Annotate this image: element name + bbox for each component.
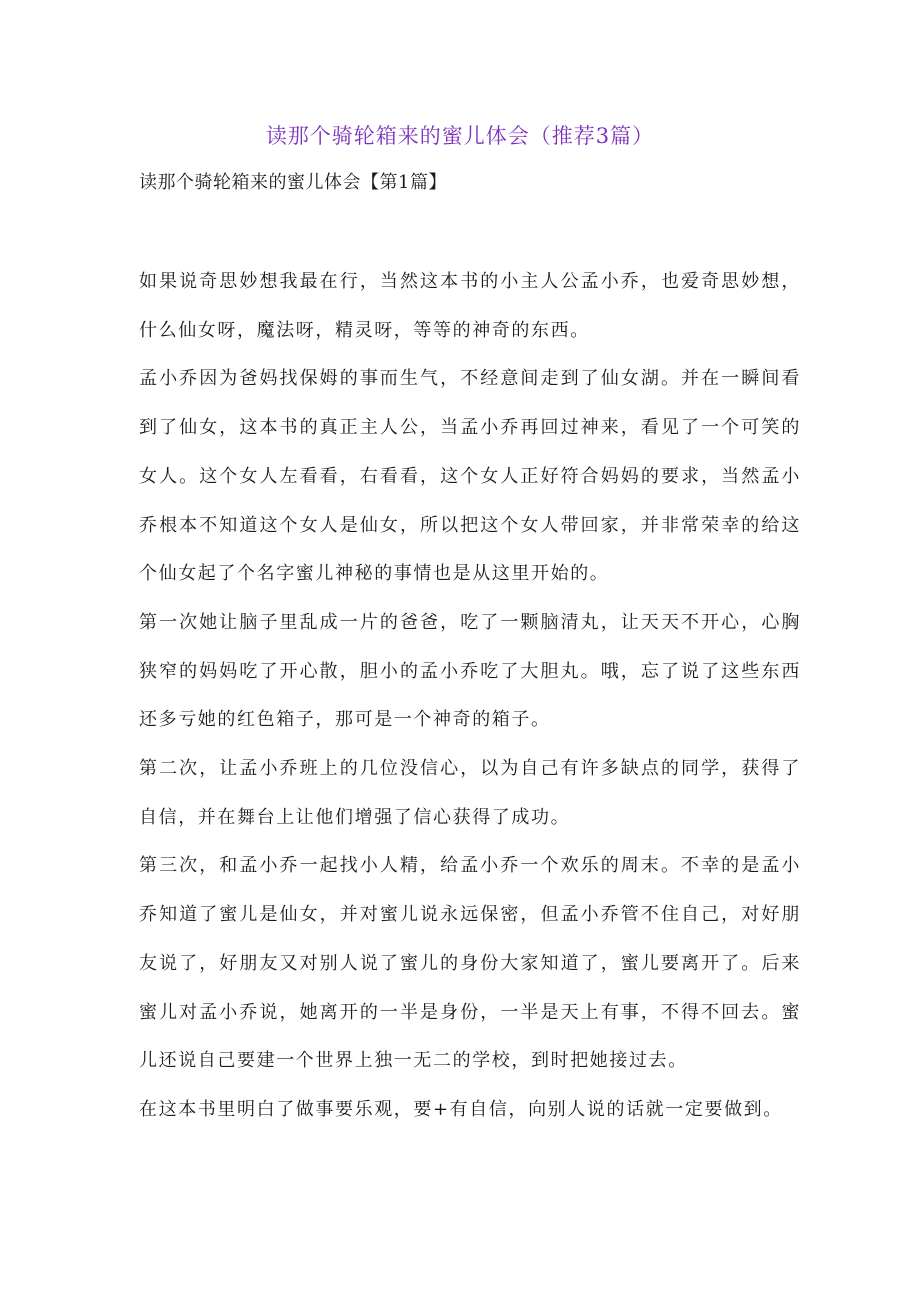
- document-title: 读那个骑轮箱来的蜜儿体会（推荐3篇）: [265, 124, 655, 148]
- body-text: [139, 258, 801, 1135]
- paragraph: 孟小乔因为爸妈找保姆的事而生气，不经意间走到了仙女湖。并在一瞬间看到了仙女，这本书的真正主人公，当孟小乔再回过神来，看见了一个可笑的女人。这个女人左看看，右看看，这个女人正好符合妈妈的要求，当然孟小乔根本不知道这个女人是仙女，所以把这个女人带回家，并非常荣幸的给这个仙女起了个名字蜜儿神秘的事情也是从这里开始的。: [139, 368, 801, 585]
- section-heading: 读那个骑轮箱来的蜜儿体会【第1篇】: [139, 172, 447, 193]
- paragraph: 第三次，和孟小乔一起找小人精，给孟小乔一个欢乐的周末。不幸的是孟小乔知道了蜜儿是仙女，并对蜜儿说永远保密，但孟小乔管不住自己，对好朋友说了，好朋友又对别人说了蜜儿的身份大家知道了，蜜儿要离开了。后来蜜儿对孟小乔说，她离开的一半是身份，一半是天上有事，不得不回去。蜜儿还说自己要建一个世界上独一无二的学校，到时把她接过去。: [139, 855, 801, 1072]
- paragraph: 第二次，让孟小乔班上的几位没信心，以为自己有许多缺点的同学，获得了自信，并在舞台上让他们增强了信心获得了成功。: [139, 758, 801, 828]
- paragraph: 在这本书里明白了做事要乐观，要+有自信，向别人说的话就一定要做到。: [139, 1098, 783, 1120]
- paragraph: 如果说奇思妙想我最在行，当然这本书的小主人公孟小乔，也爱奇思妙想，什么仙女呀，魔法呀，精灵呀，等等的神奇的东西。: [139, 271, 801, 341]
- paragraph: 第一次她让脑子里乱成一片的爸爸，吃了一颗脑清丸，让天天不开心，心胸狭窄的妈妈吃了开心散，胆小的孟小乔吃了大胆丸。哦，忘了说了这些东西还多亏她的红色箱子，那可是一个神奇的箱子。: [139, 611, 801, 731]
